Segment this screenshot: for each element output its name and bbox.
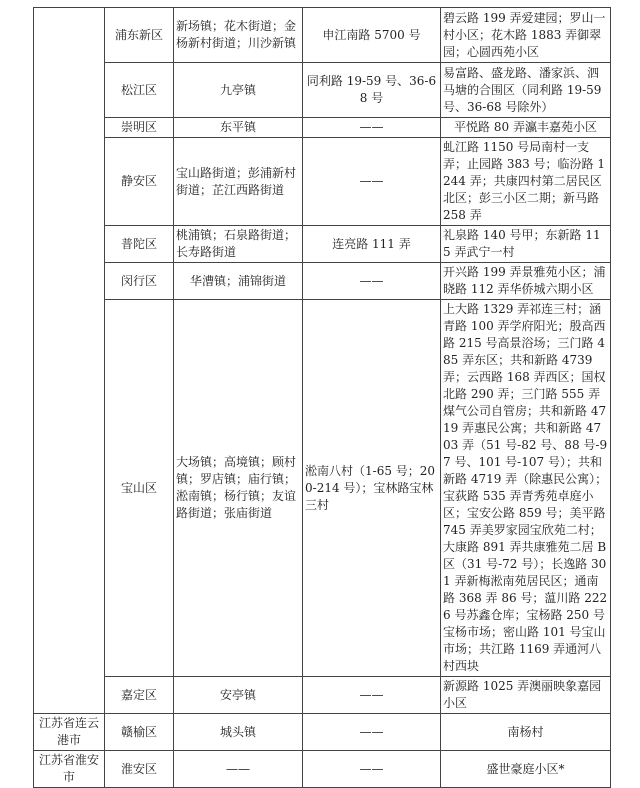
address-cell: —— bbox=[303, 118, 441, 138]
community-cell: 南杨村 bbox=[441, 714, 611, 751]
town-cell: 华漕镇；浦锦街道 bbox=[174, 263, 303, 300]
town-cell: 大场镇；高境镇；顾村镇；罗店镇；庙行镇；淞南镇；杨行镇；友谊路街道；张庙街道 bbox=[174, 300, 303, 677]
address-cell: —— bbox=[303, 138, 441, 226]
community-cell: 平悦路 80 弄瀛丰嘉苑小区 bbox=[441, 118, 611, 138]
table-row bbox=[34, 300, 611, 677]
community-cell: 上大路 1329 弄祁连三村；涵青路 100 弄学府阳光；殷高西路 215 号高景浴场；三门路 485 弄东区；共和新路 4739 弄；云西路 168 弄西区；国权北路 290 弄；三门路 555 弄煤气公司自管房；共和新路 4719 弄惠民公寓；共和新路 4703 弄（51 号-82 号、88 号-97 号、101 号-107 号）；共和新路 4719 弄（除惠民公寓）；宝荻路 535 弄青秀苑卓庭小区；宝安公路 859 号；美平路 745 弄美罗家园宝欣苑二村；大康路 891 弄共康雅苑二居 B 区（31 号-72 号）；长逸路 301 弄新梅淞南苑居民区；通南路 368 弄 86 号；蕰川路 2226 号苏鑫仓库；宝杨路 250 号宝杨市场；密山路 101 号宝山市场；共江路 1169 弄通河八村西块 bbox=[441, 300, 611, 677]
town-cell: 宝山路街道；彭浦新村街道；芷江西路街道 bbox=[174, 138, 303, 226]
district-cell: 嘉定区 bbox=[105, 677, 174, 714]
district-cell: 崇明区 bbox=[105, 118, 174, 138]
table-row bbox=[34, 118, 611, 138]
province-cell bbox=[34, 8, 105, 714]
table-row bbox=[34, 751, 611, 788]
district-cell: 静安区 bbox=[105, 138, 174, 226]
table-row bbox=[34, 63, 611, 118]
district-cell: 普陀区 bbox=[105, 226, 174, 263]
district-cell: 赣榆区 bbox=[105, 714, 174, 751]
address-cell: —— bbox=[303, 751, 441, 788]
address-cell: —— bbox=[303, 677, 441, 714]
district-cell: 松江区 bbox=[105, 63, 174, 118]
province-cell: 江苏省连云港市 bbox=[34, 714, 105, 751]
address-cell: 淞南八村（1-65 号；200-214 号）；宝林路宝林三村 bbox=[303, 300, 441, 677]
town-cell: 九亭镇 bbox=[174, 63, 303, 118]
district-cell: 淮安区 bbox=[105, 751, 174, 788]
district-cell: 闵行区 bbox=[105, 263, 174, 300]
community-cell: 礼泉路 140 号甲；东新路 115 弄武宁一村 bbox=[441, 226, 611, 263]
risk-area-table bbox=[33, 7, 611, 788]
community-cell: 盛世豪庭小区* bbox=[441, 751, 611, 788]
table-row bbox=[34, 263, 611, 300]
community-cell: 新源路 1025 弄澳丽映象嘉园小区 bbox=[441, 677, 611, 714]
address-cell: 同利路 19-59 号、36-68 号 bbox=[303, 63, 441, 118]
town-cell: —— bbox=[174, 751, 303, 788]
town-cell: 新场镇；花木街道；金杨新村街道；川沙新镇 bbox=[174, 8, 303, 63]
table-row bbox=[34, 138, 611, 226]
table-row bbox=[34, 8, 611, 63]
address-cell: —— bbox=[303, 714, 441, 751]
community-cell: 易富路、盛龙路、潘家浜、泗马塘的合围区（同利路 19-59 号、36-68 号除外） bbox=[441, 63, 611, 118]
town-cell: 东平镇 bbox=[174, 118, 303, 138]
table-row bbox=[34, 677, 611, 714]
province-cell: 江苏省淮安市 bbox=[34, 751, 105, 788]
community-cell: 碧云路 199 弄爱建园；罗山一村小区；花木路 1883 弄御翠园；心圆西苑小区 bbox=[441, 8, 611, 63]
address-cell: 申江南路 5700 号 bbox=[303, 8, 441, 63]
community-cell: 虬江路 1150 号局南村一支弄；止园路 383 号；临汾路 1244 弄；共康四村第二居民区北区；彭三小区二期；新马路 258 弄 bbox=[441, 138, 611, 226]
address-cell: 连亮路 111 弄 bbox=[303, 226, 441, 263]
table-row bbox=[34, 714, 611, 751]
town-cell: 桃浦镇；石泉路街道；长寿路街道 bbox=[174, 226, 303, 263]
district-cell: 宝山区 bbox=[105, 300, 174, 677]
district-cell: 浦东新区 bbox=[105, 8, 174, 63]
town-cell: 城头镇 bbox=[174, 714, 303, 751]
table-row bbox=[34, 226, 611, 263]
town-cell: 安亭镇 bbox=[174, 677, 303, 714]
community-cell: 开兴路 199 弄景雅苑小区；浦晓路 112 弄华侨城六期小区 bbox=[441, 263, 611, 300]
address-cell: —— bbox=[303, 263, 441, 300]
